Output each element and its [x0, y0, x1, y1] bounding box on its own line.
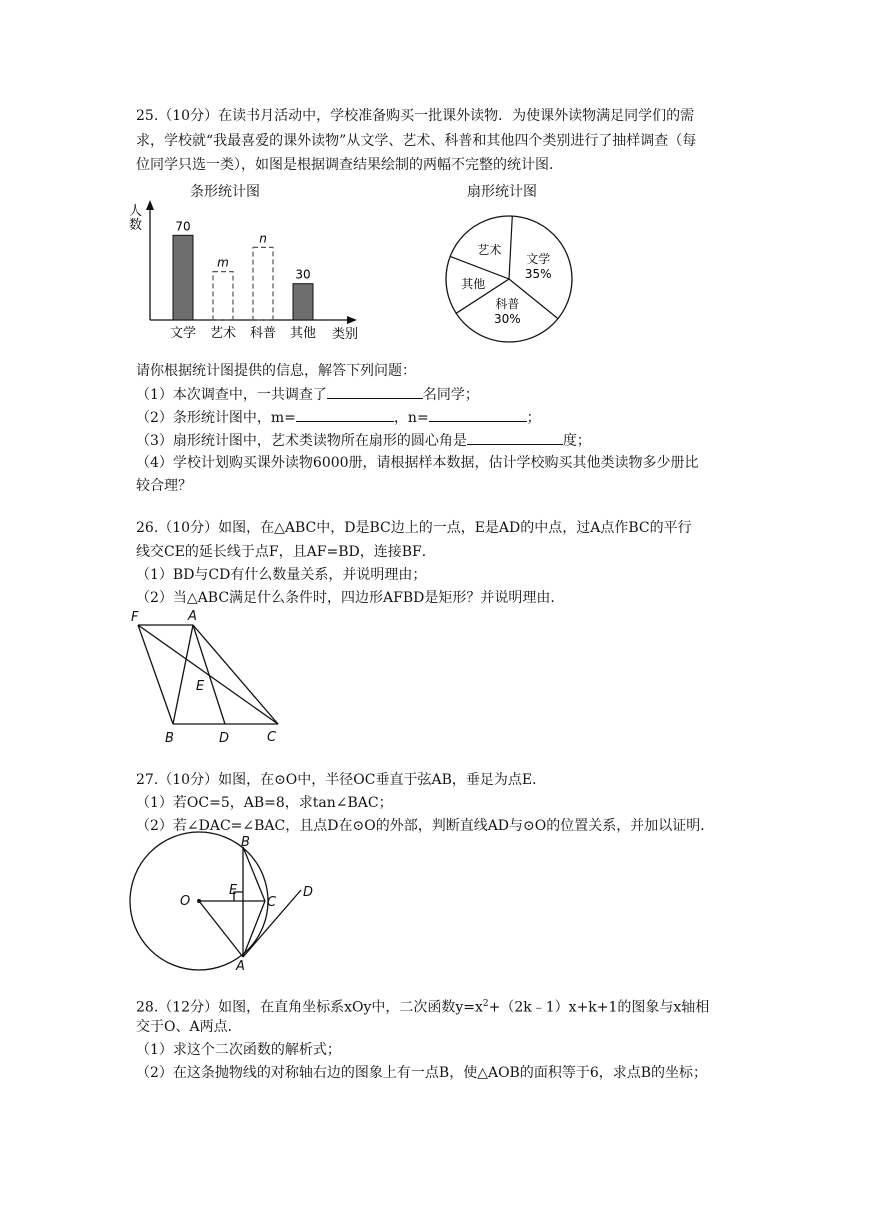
q25-sub-3-text: （3）扇形统计图中，艺术类读物所在扇形的圆心角是 [136, 433, 467, 449]
point-label-a: A [236, 959, 245, 972]
pie-slice-name-0: 文学 [526, 251, 551, 266]
pie-slice-name-3: 艺术 [477, 242, 502, 257]
point-label-a: A [188, 609, 197, 624]
q27-figure [128, 830, 328, 972]
bar-category-label-3: 其他 [289, 326, 317, 341]
bar-value-label-1: m [217, 255, 229, 270]
bar-2 [253, 247, 273, 320]
q25-sub-2 [136, 407, 541, 428]
q26-figure [128, 608, 298, 746]
q28-line-1-rest: +（2k﹣1）x+k+1的图象与x轴相 [488, 999, 710, 1016]
bar-value-label-0: 70 [175, 219, 191, 234]
point-label-b: B [241, 835, 250, 850]
q25-sub-4-line-2: 较合理？ [136, 478, 192, 494]
q26-line-1: 26.（10分）如图，在△ABC中，D是BC边上的一点，E是AD的中点，过A点作BC的平行 [136, 520, 692, 536]
point-label-o: O [180, 894, 191, 909]
point-label-e: E [229, 883, 238, 898]
bar-value-label-3: 30 [295, 267, 311, 282]
pie-slice-percent-1: 30% [493, 311, 521, 326]
point-label-d: D [303, 885, 314, 900]
q26-sub-1: （1）BD与CD有什么数量关系，并说明理由； [136, 567, 427, 583]
point-label-c: C [267, 730, 277, 745]
q25-sub-1-suffix: 名同学； [422, 387, 479, 403]
q25-sub-1 [136, 384, 479, 405]
bar-category-label-0: 文学 [169, 326, 197, 341]
bar-ylabel-2: 数 [129, 218, 143, 233]
pie-slice-name-2: 其他 [461, 276, 486, 291]
q28-sub-2: （2）在这条抛物线的对称轴右边的图象上有一点B，使△AOB的面积等于6，求点B的坐标； [136, 1065, 708, 1081]
answer-blank-total[interactable] [327, 384, 423, 399]
answer-blank-m[interactable] [296, 407, 394, 422]
q28-line-1-text: 28.（12分）如图，在直角坐标系xOy中，二次函数y=x [136, 999, 483, 1016]
q25-line-1: 25.（10分）在读书月活动中，学校准备购买一批课外读物．为使课外读物满足同学们的需 [136, 108, 695, 124]
bar-category-label-2: 科普 [249, 326, 277, 341]
point-label-d: D [219, 731, 230, 746]
q25-intro: 请你根据统计图提供的信息，解答下列问题： [136, 363, 416, 379]
q28-exponent: 2 [482, 999, 489, 1009]
q28-line-2: 交于O、A两点． [136, 1019, 242, 1035]
bar-ylabel-1: 人 [129, 204, 143, 219]
q25-sub-3 [136, 430, 591, 451]
bar-chart [125, 198, 375, 348]
q25-line-2: 求，学校就“我最喜爱的课外读物”从文学、艺术、科普和其他四个类别进行了抽样调查（每 [136, 133, 697, 149]
q27-sub-1: （1）若OC=5，AB=8，求tan∠BAC； [136, 795, 393, 811]
point-label-f: F [131, 610, 139, 625]
pie-slice-name-1: 科普 [495, 296, 520, 311]
pie-chart-title: 扇形统计图 [467, 184, 537, 200]
bar-value-label-2: n [259, 231, 267, 246]
pie-chart [440, 210, 580, 350]
q25-sub-2-suffix: ； [526, 410, 541, 426]
q28-line-1 [136, 994, 709, 1018]
bar-0 [173, 235, 193, 320]
q27-sub-2: （2）若∠DAC=∠BAC，且点D在⊙O的外部，判断直线AD与⊙O的位置关系，并加以证明． [136, 818, 715, 834]
q26-sub-2: （2）当△ABC满足什么条件时，四边形AFBD是矩形？并说明理由． [136, 590, 565, 606]
q25-sub-1-text: （1）本次调查中，一共调查了 [136, 387, 327, 403]
answer-blank-n[interactable] [429, 407, 527, 422]
pie-slice-percent-0: 35% [524, 266, 552, 281]
bar-xlabel: 类别 [332, 327, 359, 342]
bar-3 [293, 284, 313, 320]
answer-blank-angle[interactable] [467, 430, 563, 445]
q28-sub-1: （1）求这个二次函数的解析式； [136, 1042, 341, 1058]
point-label-c: C [267, 895, 277, 910]
bar-chart-title: 条形统计图 [190, 184, 260, 200]
q25-line-3: 位同学只选一类），如图是根据调查结果绘制的两幅不完整的统计图． [136, 157, 563, 173]
q25-sub-2-text: （2）条形统计图中，m= [136, 410, 296, 426]
bar-1 [213, 272, 233, 320]
q27-line-1: 27.（10分）如图，在⊙O中，半径OC垂直于弦AB，垂足为点E． [136, 772, 547, 788]
q25-sub-3-suffix: 度； [562, 433, 591, 449]
q26-line-2: 线交CE的延长线于点F，且AF=BD，连接BF． [136, 544, 436, 560]
q25-sub-2-n: ，n= [393, 410, 429, 426]
q25-sub-4-line-1: （4）学校计划购买课外读物6000册，请根据样本数据，估计学校购买其他类读物多少册比 [136, 455, 699, 471]
bar-category-label-1: 艺术 [209, 326, 237, 341]
point-label-b: B [165, 731, 174, 746]
point-label-e: E [196, 679, 205, 694]
